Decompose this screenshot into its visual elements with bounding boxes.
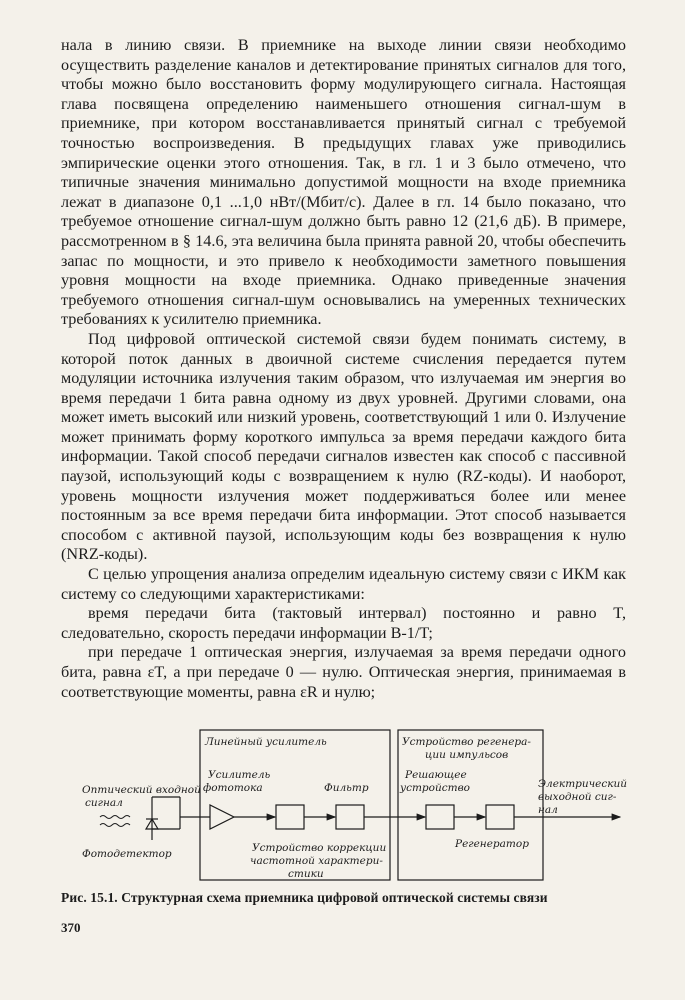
correction-label-line-3: стики xyxy=(288,868,324,880)
light-wave-1 xyxy=(100,816,130,819)
page-number: 370 xyxy=(61,920,81,935)
filter-label: Фильтр xyxy=(324,782,369,794)
correction-label-line-1: Устройство коррекции xyxy=(252,842,387,854)
input-label-line-2: сигнал xyxy=(85,797,123,809)
regenerator-label: Регенератор xyxy=(455,838,529,850)
output-label-line-1: Электрический xyxy=(538,778,628,790)
paragraph-5: при передаче 1 оптическая энергия, излучаемая за время передачи одного бита, равна εT, а при передаче 0 — нулю. Оптическая энергия, принимаемая в соответствующие моменты, равна εR и нулю; xyxy=(61,643,626,701)
regenerator-block xyxy=(486,805,514,829)
receiver-diagram-svg xyxy=(80,725,640,895)
amplifier-label-line-2: фототока xyxy=(203,782,263,794)
filter-block xyxy=(336,805,364,829)
decision-label-line-2: устройство xyxy=(400,782,471,794)
light-wave-2 xyxy=(100,824,130,827)
regeneration-title-line-1: Устройство регенера- xyxy=(402,736,531,748)
amplifier-label-line-1: Усилитель xyxy=(208,769,271,781)
output-label-line-3: нал xyxy=(538,804,558,816)
decision-label-line-1: Решающее xyxy=(405,769,467,781)
paragraph-1: нала в линию связи. В приемнике на выходе линии связи необходимо осуществить разделение каналов и детектирование принятых сигналов для того, чтобы можно было восстановить форму модулирующего сигнала. Настоящая глава посвящена определению наименьшего отношения сигнал-шум в приемнике, при котором восстанавливается принятый сигнал с требуемой точностью воспроизведения. В предыдущих главах уже приводились эмпирические оценки этого отношения. Так, в гл. 1 и 3 было отмечено, что типичные значения минимально допустимой мощности на входе приемника лежат в диапазоне 0,1 ...1,0 нВт/(Мбит/с). Далее в гл. 14 было показано, что требуемое отношение сигнал-шум должно быть равно 12 (21,6 дБ). В примере, рассмотренном в § 14.6, эта величина была принята равной 20, чтобы обеспечить запас по мощности, и это привело к необходимости заметного повышения уровня мощности на входе приемника. Однако приведенные значения требуемого отношения сигнал-шум основывались на умеренных технических требованиях к усилителю приемника. xyxy=(61,36,626,329)
body-text xyxy=(61,36,626,702)
paragraph-4: время передачи бита (тактовый интервал) постоянно и равно T, следовательно, скорость передачи информации B-1/T; xyxy=(61,604,626,642)
linear-amplifier-title: Линейный усилитель xyxy=(205,736,327,748)
correction-block xyxy=(276,805,304,829)
amplifier-triangle xyxy=(210,805,234,829)
figure-caption: Рис. 15.1. Структурная схема приемника цифровой оптической системы связи xyxy=(61,890,548,905)
paragraph-3: С целью упрощения анализа определим идеальную систему связи с ИКМ как систему со следующими характеристиками: xyxy=(61,565,626,603)
photodetector-label: Фотодетектор xyxy=(82,848,172,860)
input-label-line-1: Оптический входной xyxy=(82,784,201,796)
decision-block xyxy=(426,805,454,829)
regeneration-title-line-2: ции импульсов xyxy=(425,749,509,761)
receiver-block-diagram xyxy=(80,725,640,895)
correction-label-line-2: частотной характери- xyxy=(250,855,383,867)
paragraph-2: Под цифровой оптической системой связи будем понимать систему, в которой поток данных в двоичной системе счисления передается путем модуляции источника излучения таким образом, что излучаемая им энергия во время передачи 1 бита равна одному из двух уровней. Другими словами, она может иметь высокий или низкий уровень, соответствующий 1 или 0. Излучение может принимать форму короткого импульса за время передачи каждого бита информации. Такой способ передачи сигналов известен как способ с пассивной паузой, использующий коды с возвращением к нулю (RZ-коды). И наоборот, уровень мощности излучения может поддерживаться более или менее постоянным за все время передачи бита информации. Этот способ называется способом с активной паузой, использующим коды без возвращения к нулю (NRZ-коды). xyxy=(61,329,626,564)
output-label-line-2: выходной сиг- xyxy=(538,791,617,803)
